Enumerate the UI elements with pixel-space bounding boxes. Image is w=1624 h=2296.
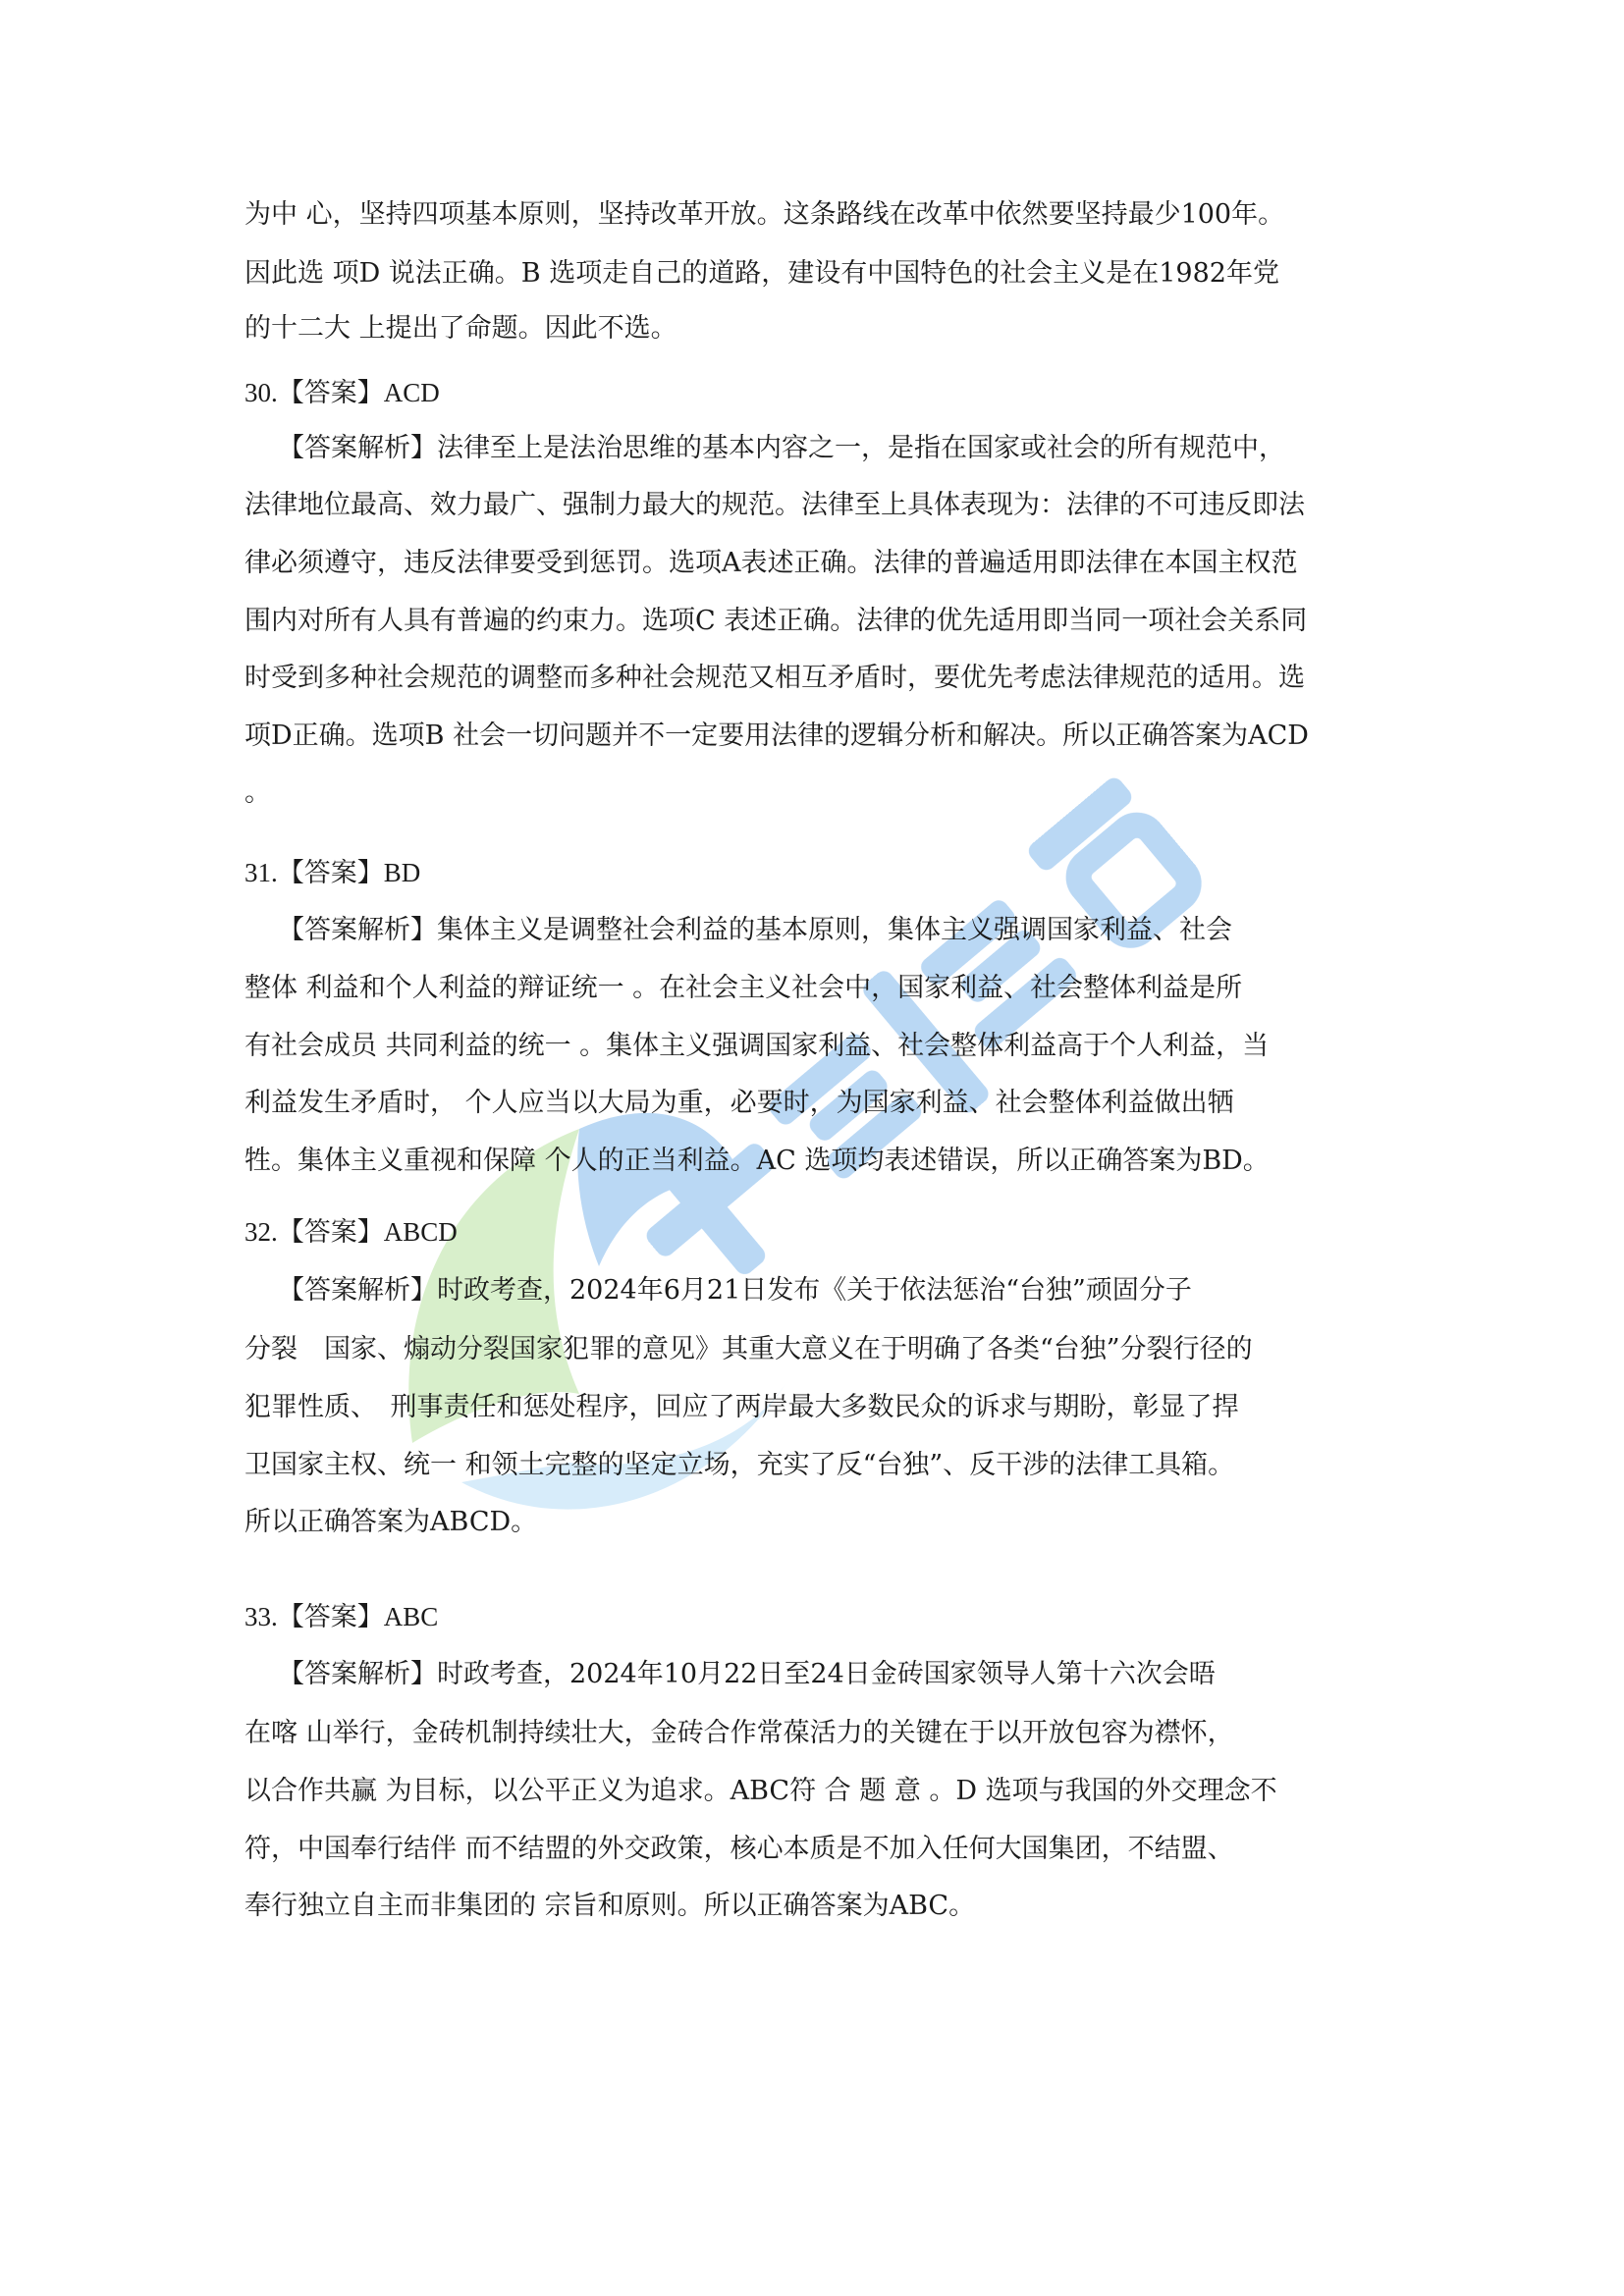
q31-line-1: 【答案解析】集体主义是调整社会利益的基本原则，集体主义强调国家利益、社会 [278,915,1232,945]
q30-answer: 30.【答案】ACD [244,378,440,407]
q30-line-2: 法律地位最高、效力最广、强制力最大的规范。法律至上具体表现为：法律的不可违反即法 [244,490,1305,520]
intro-line-2: 因此选 项D 说法正确。B 选项走自己的道路，建设有中国特色的社会主义是在1982年党 [244,258,1279,289]
q31-line-4: 利益发生矛盾时， 个人应当以大局为重，必要时，为国家利益、社会整体利益做出牺 [244,1088,1234,1118]
q33-line-4: 符，中国奉行结伴 而不结盟的外交政策，核心本质是不加入任何大国集团，不结盟、 [244,1834,1234,1864]
q32-answer: 32.【答案】ABCD [244,1217,458,1247]
q33-line-5: 奉行独立自主而非集团的 宗旨和原则。所以正确答案为ABC。 [244,1891,976,1921]
q31-line-2: 整体 利益和个人利益的辩证统一 。在社会主义社会中，国家利益、社会整体利益是所 [244,973,1243,1003]
q31-line-5: 牲。集体主义重视和保障 个人的正当利益。AC 选项均表述错误，所以正确答案为BD。 [244,1146,1270,1176]
q30-line-3: 律必须遵守，违反法律要受到惩罚。选项A表述正确。法律的普遍适用即法律在本国主权范 [244,548,1298,578]
q31-answer: 31.【答案】BD [244,858,421,887]
q32-line-5: 所以正确答案为ABCD。 [244,1507,538,1537]
q30-line-4: 围内对所有人具有普遍的约束力。选项C 表述正确。法律的优先适用即当同一项社会关系同 [244,606,1308,636]
q32-line-2: 分裂 国家、煽动分裂国家犯罪的意见》其重大意义在于明确了各类“台独”分裂行径的 [244,1334,1253,1364]
q33-line-1: 【答案解析】时政考查，2024年10月22日至24日金砖国家领导人第十六次会晤 [278,1659,1216,1689]
q31-line-3: 有社会成员 共同利益的统一 。集体主义强调国家利益、社会整体利益高于个人利益，当 [244,1031,1270,1061]
q30-line-6: 项D正确。选项B 社会一切问题并不一定要用法律的逻辑分析和解决。所以正确答案为ACD [244,721,1309,751]
q32-line-3: 犯罪性质、 刑事责任和惩处程序，回应了两岸最大多数民众的诉求与期盼，彰显了捍 [244,1392,1239,1422]
q33-line-2: 在喀 山举行，金砖机制持续壮大，金砖合作常葆活力的关键在于以开放包容为襟怀， [244,1718,1234,1748]
intro-line-1: 为中 心，坚持四项基本原则，坚持改革开放。这条路线在改革中依然要坚持最少100年。 [244,199,1285,230]
q33-line-3: 以合作共赢 为目标，以公平正义为追求。ABC符 合 题 意 。D 选项与我国的外交理念不 [244,1776,1277,1806]
q30-line-7: 。 [244,777,271,808]
q33-answer: 33.【答案】ABC [244,1602,439,1631]
q32-line-1: 【答案解析】时政考查，2024年6月21日发布《关于依法惩治“台独”顽固分子 [278,1275,1192,1306]
intro-line-3: 的十二大 上提出了命题。因此不选。 [244,313,677,344]
q30-line-1: 【答案解析】法律至上是法治思维的基本内容之一，是指在国家或社会的所有规范中， [278,433,1285,463]
q30-line-5: 时受到多种社会规范的调整而多种社会规范又相互矛盾时，要优先考虑法律规范的适用。选 [244,663,1305,693]
q32-line-4: 卫国家主权、统一 和领土完整的坚定立场，充实了反“台独”、反干涉的法律工具箱。 [244,1450,1235,1480]
